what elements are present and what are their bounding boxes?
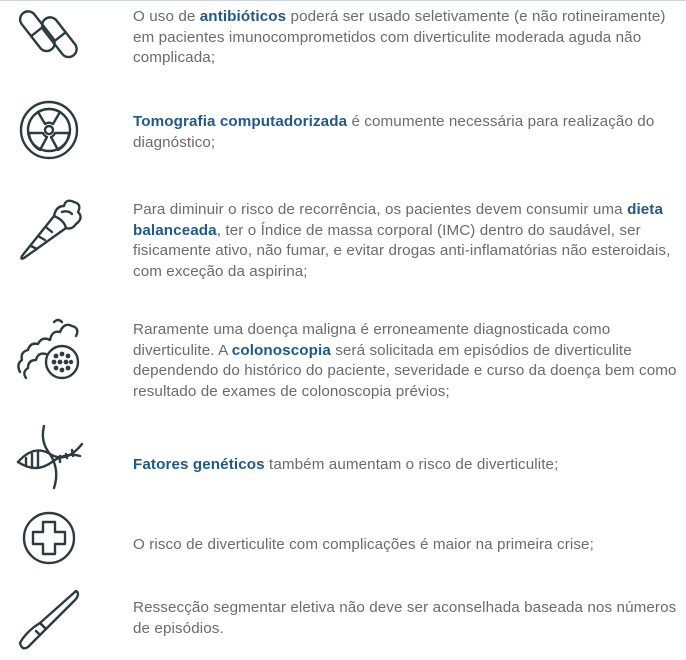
radiation-icon <box>14 95 84 165</box>
dna-icon <box>14 422 84 492</box>
medical-cross-icon <box>14 503 84 573</box>
scalpel-icon <box>14 585 84 655</box>
item-text: Tomografia computadorizada é comumente necessária para realização do diagnóstico; <box>133 113 655 151</box>
pills-icon <box>14 2 84 72</box>
item-text: Raramente uma doença maligna é erroneamente diagnosticada como diverticulite. A colonoscopia será solicitada em episódios de diverticulite dependendo do histórico do paciente, severidade e curso da doença bem como resultado de exames de colonoscopia prévios; <box>133 321 677 400</box>
item-text: Ressecção segmentar eletiva não deve ser aconselhada baseada nos números de episódios. <box>133 599 677 637</box>
colon-icon <box>14 316 84 386</box>
item-text: Para diminuir o risco de recorrência, os pacientes devem consumir uma dieta balanceada, ter o Índice de massa corporal (IMC) dentro do saudável, ser fisicamente ativo, não fumar, e evitar drogas anti-inflamatórias não esteroidais, com exceção da aspirina; <box>133 201 671 280</box>
carrot-icon <box>14 194 84 264</box>
item-text: Fatores genéticos também aumentam o risco de diverticulite; <box>133 456 559 473</box>
item-text: O risco de diverticulite com complicações é maior na primeira crise; <box>133 536 594 553</box>
item-text: O uso de antibióticos poderá ser usado seletivamente (e não rotineiramente) em pacientes imunocomprometidos com diverticulite moderada aguda não complicada; <box>133 8 666 66</box>
top-divider <box>0 0 686 1</box>
